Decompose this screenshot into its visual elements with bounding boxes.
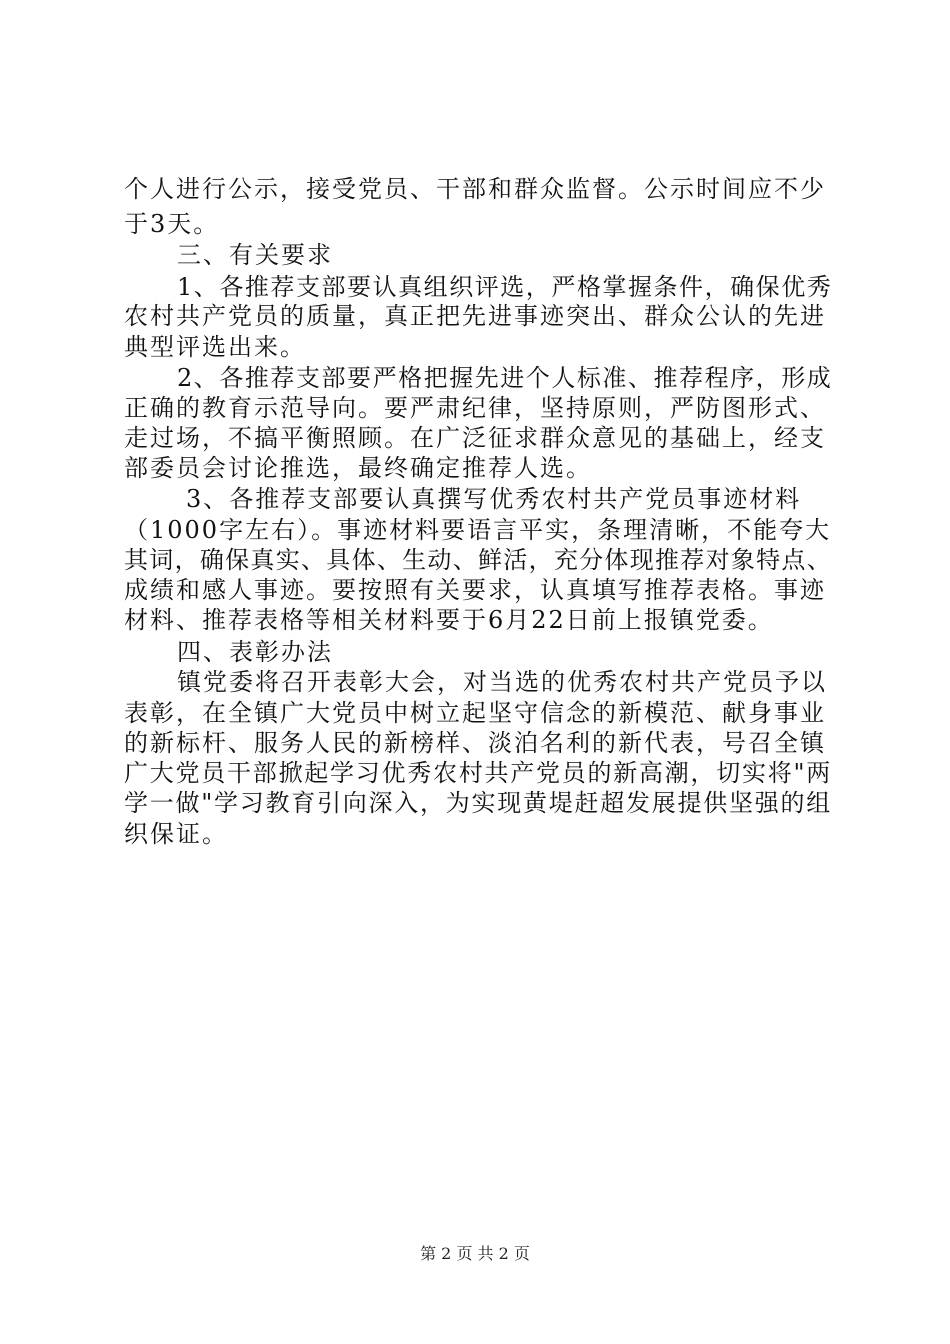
page-footer: 第 2 页 共 2 页 [420,1244,530,1263]
text-line: 走过场，不搞平衡照顾。在广泛征求群众意见的基础上，经支 [124,424,826,452]
text-line: 学一做"学习教育引向深入，为实现黄堤赶超发展提供坚强的组 [124,789,833,817]
text-line: 1、各推荐支部要认真组织评选，严格掌握条件，确保优秀 [177,273,833,301]
text-line: 2、各推荐支部要严格把握先进个人标准、推荐程序，形成 [177,364,833,392]
text-line: （1000字左右）。事迹材料要语言平实，条理清晰，不能夸大 [124,516,832,544]
text-line: 其词，确保真实、具体、生动、鲜活，充分体现推荐对象特点、 [124,546,832,574]
text-line: 部委员会讨论推选，最终确定推荐人选。 [124,454,592,482]
text-line: 表彰，在全镇广大党员中树立起坚守信念的新模范、献身事业 [124,699,826,727]
text-line: 典型评选出来。 [124,333,306,361]
text-line: 的新标杆、服务人民的新榜样、淡泊名利的新代表，号召全镇 [124,729,826,757]
text-line: 正确的教育示范导向。要严肃纪律，坚持原则，严防图形式、 [124,394,826,422]
text-line: 3、各推荐支部要认真撰写优秀农村共产党员事迹材料 [186,485,802,513]
text-line: 农村共产党员的质量，真正把先进事迹突出、群众公认的先进 [124,302,826,330]
text-line: 成绩和感人事迹。要按照有关要求，认真填写推荐表格。事迹 [124,576,826,604]
text-line: 于3天。 [124,210,220,238]
text-line: 材料、推荐表格等相关材料要于6月22日前上报镇党委。 [124,606,774,634]
text-line: 广大党员干部掀起学习优秀农村共产党员的新高潮，切实将"两 [124,759,833,787]
text-line: 镇党委将召开表彰大会，对当选的优秀农村共产党员予以 [177,668,827,696]
section-heading: 三、有关要求 [177,241,333,269]
text-line: 个人进行公示，接受党员、干部和群众监督。公示时间应不少 [124,175,826,203]
section-heading: 四、表彰办法 [177,638,333,666]
text-line: 织保证。 [124,820,228,848]
